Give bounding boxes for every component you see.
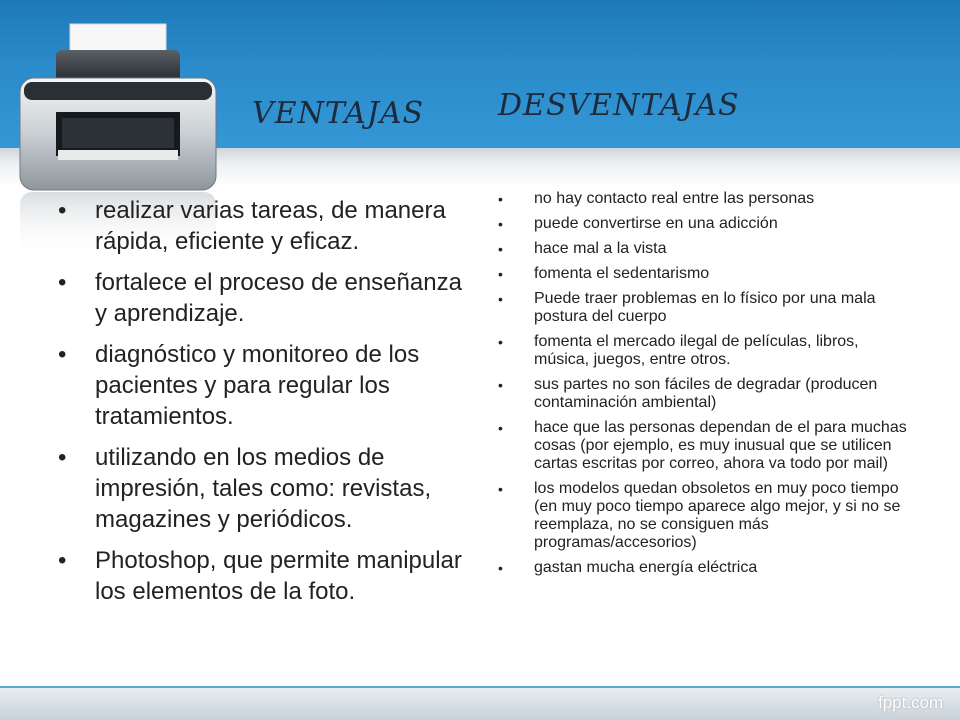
list-item bbox=[496, 240, 916, 258]
list-item-text: Puede traer problemas en lo físico por una mala postura del cuerpo bbox=[534, 290, 876, 325]
bullet: • bbox=[498, 420, 503, 436]
list-item-text: realizar varias tareas, de manera rápida, eficiente y eficaz. bbox=[95, 197, 446, 255]
list-item bbox=[496, 290, 916, 326]
list-item bbox=[496, 376, 916, 412]
bullet: • bbox=[58, 269, 67, 296]
bullet: • bbox=[498, 377, 503, 393]
list-item bbox=[54, 195, 464, 257]
bullet: • bbox=[498, 334, 503, 350]
list-item bbox=[496, 265, 916, 283]
bullet: • bbox=[498, 291, 503, 307]
list-item-text: utilizando en los medios de impresión, tales como: revistas, magazines y periódicos. bbox=[95, 444, 432, 533]
list-item-text: diagnóstico y monitoreo de los pacientes y para regular los tratamientos. bbox=[95, 341, 420, 430]
list-item-text: fortalece el proceso de enseñanza y aprendizaje. bbox=[95, 269, 462, 327]
bullet: • bbox=[498, 241, 503, 257]
bullet: • bbox=[498, 191, 503, 207]
bullet: • bbox=[498, 266, 503, 282]
list-item-text: los modelos quedan obsoletos en muy poco tiempo (en muy poco tiempo aparece algo mejor, y si no se reemplaza, no se consiguen más programas/accesorios) bbox=[534, 480, 901, 551]
ventajas-title: VENTAJAS bbox=[252, 96, 425, 131]
brand-watermark: fppt.com bbox=[878, 693, 944, 712]
bullet: • bbox=[498, 560, 503, 576]
list-item bbox=[496, 480, 916, 552]
list-item-text: puede convertirse en una adicción bbox=[534, 215, 778, 232]
footer-background bbox=[0, 688, 960, 720]
list-item bbox=[54, 267, 464, 329]
desventajas-title: DESVENTAJAS bbox=[498, 88, 740, 123]
desventajas-list bbox=[496, 190, 916, 584]
list-item-text: Photoshop, que permite manipular los elementos de la foto. bbox=[95, 547, 462, 605]
list-item-text: fomenta el mercado ilegal de películas, libros, música, juegos, entre otros. bbox=[534, 333, 859, 368]
bullet: • bbox=[498, 481, 503, 497]
list-item-text: hace que las personas dependan de el para muchas cosas (por ejemplo, es muy inusual que se utilicen cartas escritas por correo, ahora va todo por mail) bbox=[534, 419, 907, 472]
bullet: • bbox=[58, 547, 67, 574]
list-item bbox=[496, 419, 916, 473]
bullet: • bbox=[498, 216, 503, 232]
list-item bbox=[496, 215, 916, 233]
ventajas-list bbox=[54, 195, 464, 617]
bullet: • bbox=[58, 444, 67, 471]
bullet: • bbox=[58, 197, 67, 224]
list-item-text: fomenta el sedentarismo bbox=[534, 265, 710, 282]
list-item bbox=[496, 190, 916, 208]
list-item-text: sus partes no son fáciles de degradar (producen contaminación ambiental) bbox=[534, 376, 878, 411]
list-item-text: no hay contacto real entre las personas bbox=[534, 190, 815, 207]
list-item bbox=[496, 333, 916, 369]
list-item-text: gastan mucha energía eléctrica bbox=[534, 559, 758, 576]
bullet: • bbox=[58, 341, 67, 368]
list-item bbox=[54, 442, 464, 535]
list-item bbox=[54, 545, 464, 607]
list-item bbox=[496, 559, 916, 577]
list-item bbox=[54, 339, 464, 432]
list-item-text: hace mal a la vista bbox=[534, 240, 667, 257]
